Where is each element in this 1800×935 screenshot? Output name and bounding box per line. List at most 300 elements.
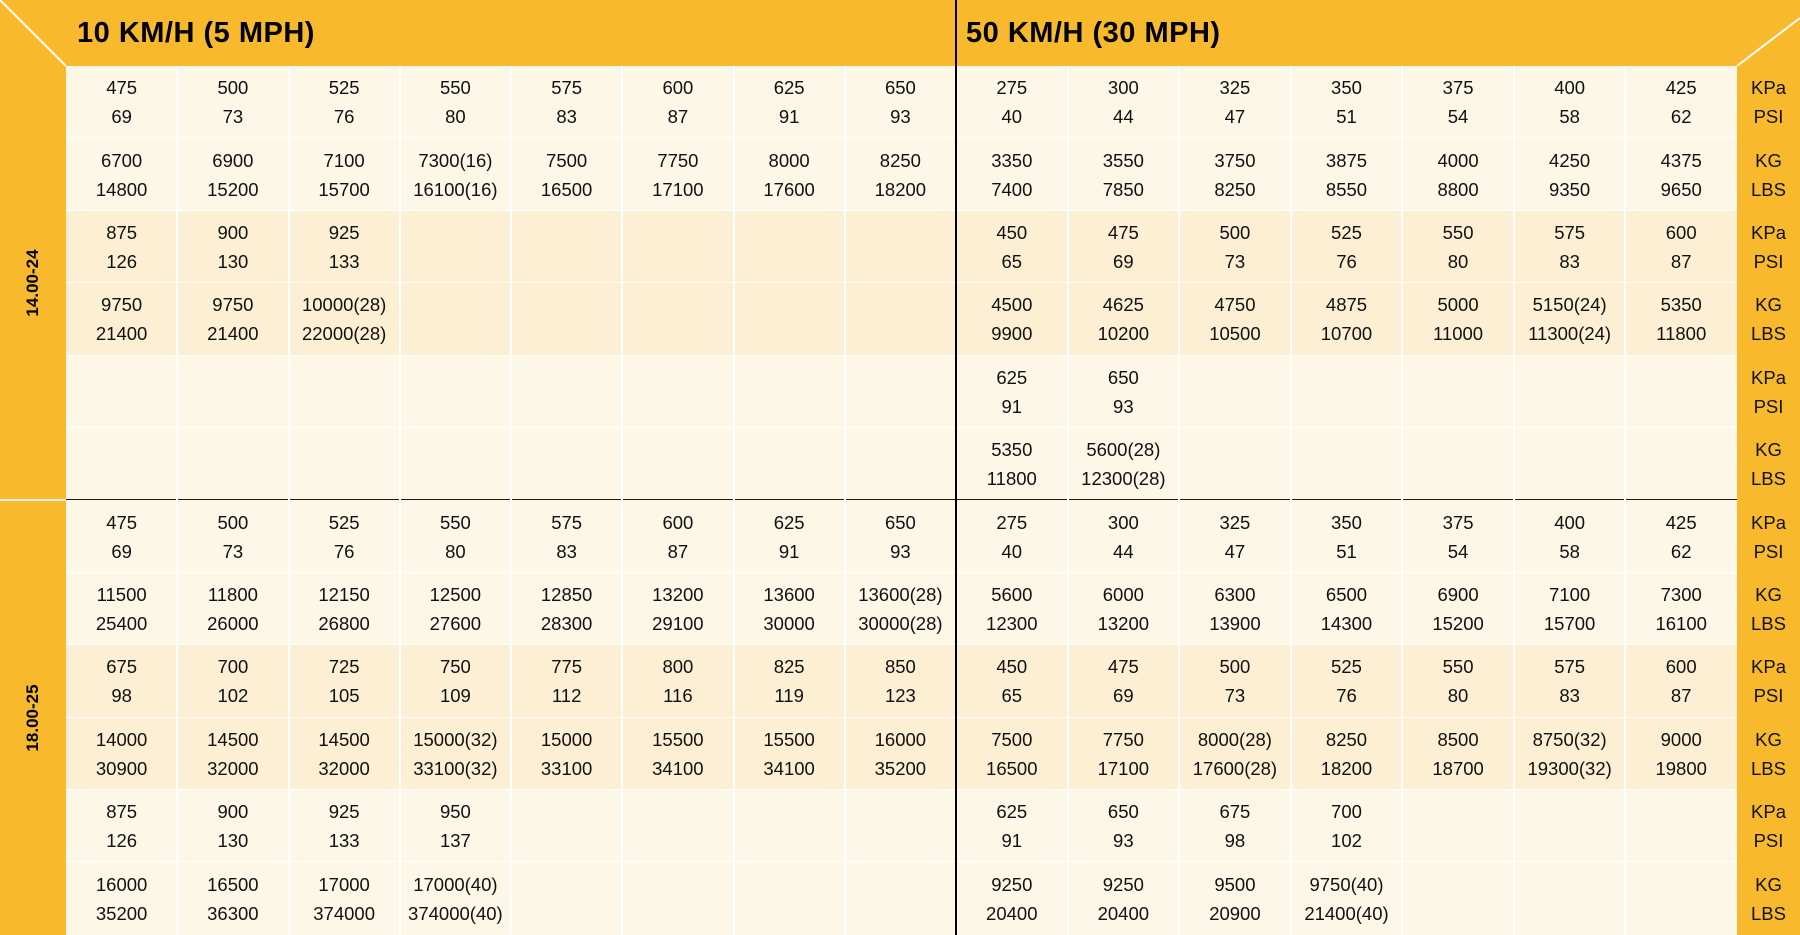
table-cell — [1291, 645, 1403, 717]
table-cell — [66, 645, 177, 717]
unit-text: PSI — [1753, 250, 1784, 272]
cell-value-imperial: 15200 — [1432, 612, 1484, 634]
table-cell — [400, 573, 511, 645]
cell-value-metric: 7300(16) — [418, 149, 493, 171]
cell-value-metric: 3750 — [1214, 149, 1256, 171]
table-cell — [845, 645, 956, 717]
cell-value-imperial: 69 — [1113, 250, 1134, 272]
cell-value-imperial: 17100 — [652, 178, 704, 200]
table-cell — [511, 645, 622, 717]
table-cell — [1068, 356, 1180, 428]
cell-value-metric: 15000 — [540, 728, 593, 750]
table-cell — [1625, 66, 1737, 138]
cell-value-metric: 600 — [1665, 221, 1697, 243]
table-cell — [1514, 573, 1626, 645]
table-cell — [845, 283, 956, 355]
table-cell — [1625, 718, 1737, 790]
table-cell — [622, 211, 733, 283]
table-cell — [1291, 718, 1403, 790]
cell-value-metric: 475 — [106, 77, 138, 99]
table-cell — [177, 718, 288, 790]
table-cell — [1068, 862, 1180, 934]
cell-value-imperial: 83 — [1559, 250, 1580, 272]
cell-value-imperial: 93 — [890, 540, 911, 562]
cell-value-metric: 900 — [217, 221, 249, 243]
cell-value-metric: 17000(40) — [413, 873, 498, 895]
cell-value-metric: 14500 — [318, 728, 370, 750]
cell-value-imperial: 58 — [1559, 106, 1580, 128]
cell-value-metric: 350 — [1331, 77, 1362, 99]
cell-value-imperial: 7400 — [991, 178, 1033, 200]
cell-value-metric: 5350 — [991, 439, 1033, 461]
table-cell — [1179, 211, 1291, 283]
cell-value-imperial: 91 — [1001, 830, 1023, 852]
cell-value-imperial: 25400 — [95, 612, 148, 634]
table-cell — [511, 790, 622, 862]
cell-value-metric: 575 — [1554, 656, 1586, 678]
cell-value-metric: 550 — [1442, 656, 1474, 678]
table-cell — [1402, 138, 1514, 210]
table-cell — [1179, 790, 1291, 862]
cell-value-imperial: 11800 — [1656, 323, 1707, 345]
table-cell — [1402, 718, 1514, 790]
cell-value-imperial: 36300 — [207, 902, 259, 924]
table-cell — [66, 66, 177, 138]
cell-value-imperial: 119 — [774, 685, 804, 707]
cell-value-metric: 4375 — [1660, 149, 1702, 171]
cell-value-metric: 7750 — [657, 149, 699, 171]
column-separator — [1513, 66, 1515, 935]
cell-value-metric: 8250 — [879, 149, 921, 171]
table-cell — [1291, 356, 1403, 428]
column-separator — [621, 66, 623, 935]
cell-value-metric: 625 — [773, 77, 805, 99]
cell-value-imperial: 65 — [1001, 250, 1023, 272]
cell-value-imperial: 9350 — [1549, 178, 1591, 200]
unit-text: KPa — [1751, 801, 1786, 823]
unit-label — [1737, 790, 1800, 862]
table-cell — [734, 500, 845, 572]
table-cell — [400, 66, 511, 138]
top-right-corner-line — [1737, 18, 1800, 66]
cell-value-metric: 11500 — [96, 583, 147, 605]
cell-value-imperial: 116 — [663, 685, 693, 707]
table-cell — [1291, 862, 1403, 934]
table-cell — [622, 66, 733, 138]
table-cell — [1179, 718, 1291, 790]
cell-value-metric: 15500 — [652, 728, 704, 750]
table-cell — [622, 283, 733, 355]
cell-value-imperial: 69 — [111, 106, 132, 128]
table-cell — [1625, 211, 1737, 283]
table-cell — [1625, 862, 1737, 934]
cell-value-metric: 475 — [1107, 656, 1139, 678]
unit-label — [1737, 356, 1800, 428]
cell-value-metric: 17000 — [318, 873, 370, 895]
table-cell — [622, 428, 733, 500]
cell-value-imperial: 51 — [1336, 106, 1357, 128]
table-cell — [1291, 283, 1403, 355]
cell-value-imperial: 76 — [1336, 250, 1357, 272]
cell-value-imperial: 17600 — [763, 178, 815, 200]
table-cell — [734, 573, 845, 645]
cell-value-metric: 9000 — [1660, 728, 1702, 750]
table-cell — [956, 211, 1068, 283]
table-cell — [1625, 645, 1737, 717]
table-cell — [1179, 138, 1291, 210]
cell-value-metric: 625 — [773, 511, 805, 533]
cell-value-imperial: 11300(24) — [1528, 323, 1612, 345]
cell-value-imperial: 98 — [1224, 830, 1246, 852]
cell-value-imperial: 13200 — [1097, 612, 1150, 634]
table-cell — [66, 500, 177, 572]
cell-value-imperial: 73 — [1224, 685, 1246, 707]
cell-value-imperial: 16100 — [1655, 612, 1707, 634]
header-10-kmh: 10 KM/H (5 MPH) — [77, 17, 315, 49]
table-cell — [734, 718, 845, 790]
table-cell — [622, 790, 733, 862]
cell-value-imperial: 80 — [1447, 685, 1469, 707]
table-cell — [622, 862, 733, 934]
cell-value-metric: 500 — [217, 77, 249, 99]
table-cell — [289, 356, 400, 428]
cell-value-imperial: 137 — [439, 830, 471, 852]
cell-value-metric: 9250 — [1102, 873, 1144, 895]
cell-value-imperial: 9650 — [1660, 178, 1702, 200]
cell-value-imperial: 11800 — [986, 468, 1037, 490]
cell-value-metric: 300 — [1107, 77, 1139, 99]
table-cell — [1514, 356, 1626, 428]
unit-text: LBS — [1751, 757, 1786, 779]
column-separator — [1401, 66, 1403, 935]
cell-value-imperial: 18200 — [874, 178, 927, 200]
cell-value-metric: 12150 — [318, 583, 370, 605]
table-cell — [66, 573, 177, 645]
cell-value-metric: 7750 — [1102, 728, 1144, 750]
table-cell — [1514, 862, 1626, 934]
cell-value-imperial: 93 — [890, 106, 911, 128]
cell-value-imperial: 374000 — [313, 902, 375, 924]
cell-value-metric: 625 — [996, 801, 1028, 823]
cell-value-metric: 15000(32) — [413, 728, 498, 750]
cell-value-imperial: 133 — [328, 250, 360, 272]
cell-value-imperial: 21400 — [207, 323, 259, 345]
cell-value-imperial: 28300 — [540, 612, 593, 634]
cell-value-metric: 5150(24) — [1532, 294, 1607, 316]
cell-value-metric: 650 — [884, 511, 916, 533]
table-cell — [1402, 356, 1514, 428]
unit-label — [1737, 645, 1800, 717]
cell-value-metric: 675 — [1219, 801, 1251, 823]
table-cell — [1068, 718, 1180, 790]
cell-value-imperial: 44 — [1113, 106, 1134, 128]
table-cell — [1625, 283, 1737, 355]
cell-value-imperial: 73 — [222, 106, 244, 128]
unit-label — [1737, 862, 1800, 934]
cell-value-imperial: 11000 — [1433, 323, 1484, 345]
table-cell — [1402, 211, 1514, 283]
table-cell — [1068, 428, 1180, 500]
table-cell — [511, 356, 622, 428]
table-cell — [289, 862, 400, 934]
cell-value-metric: 775 — [551, 656, 583, 678]
cell-value-imperial: 40 — [1001, 106, 1023, 128]
cell-value-imperial: 69 — [111, 540, 132, 562]
cell-value-imperial: 14300 — [1320, 612, 1373, 634]
unit-label — [1737, 283, 1800, 355]
unit-text: KG — [1755, 439, 1782, 461]
cell-value-imperial: 54 — [1447, 540, 1469, 562]
table-cell — [734, 428, 845, 500]
table-cell — [1179, 862, 1291, 934]
cell-value-metric: 9750(40) — [1309, 873, 1384, 895]
column-separator — [399, 66, 401, 935]
table-cell — [289, 718, 400, 790]
table-cell — [1402, 428, 1514, 500]
table-cell — [1514, 790, 1626, 862]
table-cell — [1514, 66, 1626, 138]
cell-value-imperial: 34100 — [763, 757, 815, 779]
table-cell — [1179, 645, 1291, 717]
table-cell — [289, 573, 400, 645]
table-cell — [177, 428, 288, 500]
cell-value-imperial: 32000 — [207, 757, 259, 779]
table-cell — [1625, 500, 1737, 572]
table-cell — [1291, 428, 1403, 500]
cell-value-metric: 750 — [439, 656, 471, 678]
table-cell — [1068, 283, 1180, 355]
table-cell — [1291, 211, 1403, 283]
top-left-corner-line — [0, 0, 66, 66]
cell-value-imperial: 8800 — [1437, 178, 1479, 200]
cell-value-metric: 5600(28) — [1086, 439, 1161, 461]
cell-value-imperial: 17600(28) — [1192, 757, 1278, 779]
table-cell — [1625, 356, 1737, 428]
cell-value-imperial: 73 — [1224, 250, 1246, 272]
cell-value-imperial: 15200 — [207, 178, 259, 200]
cell-value-imperial: 30900 — [95, 757, 148, 779]
table-cell — [845, 718, 956, 790]
cell-value-metric: 550 — [1442, 221, 1474, 243]
cell-value-metric: 450 — [996, 656, 1028, 678]
table-cell — [177, 645, 288, 717]
cell-value-imperial: 54 — [1447, 106, 1469, 128]
unit-text: KG — [1755, 149, 1782, 171]
cell-value-metric: 9750 — [212, 294, 254, 316]
cell-value-metric: 875 — [106, 801, 138, 823]
cell-value-imperial: 76 — [1336, 685, 1357, 707]
table-cell — [956, 862, 1068, 934]
table-cell — [400, 862, 511, 934]
cell-value-metric: 16000 — [95, 873, 148, 895]
table-cell — [511, 66, 622, 138]
cell-value-metric: 400 — [1554, 511, 1586, 533]
table-cell — [1068, 138, 1180, 210]
cell-value-metric: 700 — [1331, 801, 1362, 823]
cell-value-imperial: 30000 — [763, 612, 815, 634]
cell-value-metric: 875 — [106, 221, 138, 243]
cell-value-metric: 525 — [328, 77, 360, 99]
cell-value-metric: 9250 — [991, 873, 1033, 895]
table-cell — [400, 718, 511, 790]
cell-value-metric: 600 — [662, 511, 694, 533]
cell-value-imperial: 26800 — [318, 612, 370, 634]
table-cell — [177, 138, 288, 210]
cell-value-imperial: 58 — [1559, 540, 1580, 562]
cell-value-imperial: 93 — [1113, 395, 1134, 417]
cell-value-metric: 16500 — [207, 873, 259, 895]
table-cell — [1179, 66, 1291, 138]
cell-value-metric: 550 — [439, 511, 471, 533]
cell-value-metric: 4625 — [1102, 294, 1144, 316]
unit-text: KPa — [1751, 656, 1786, 678]
table-cell — [622, 500, 733, 572]
cell-value-metric: 650 — [1107, 366, 1139, 388]
cell-value-metric: 850 — [884, 656, 916, 678]
table-cell — [511, 283, 622, 355]
table-cell — [511, 211, 622, 283]
cell-value-imperial: 20900 — [1209, 902, 1261, 924]
cell-value-imperial: 130 — [217, 830, 249, 852]
cell-value-metric: 6500 — [1325, 583, 1368, 605]
cell-value-imperial: 8550 — [1325, 178, 1368, 200]
unit-text: LBS — [1751, 323, 1786, 345]
table-cell — [1291, 790, 1403, 862]
table-cell — [1068, 211, 1180, 283]
cell-value-metric: 925 — [328, 221, 360, 243]
table-cell — [1625, 138, 1737, 210]
table-cell — [66, 790, 177, 862]
unit-text: LBS — [1751, 612, 1786, 634]
unit-text: KPa — [1751, 511, 1786, 533]
cell-value-imperial: 20400 — [986, 902, 1038, 924]
table-cell — [845, 211, 956, 283]
table-cell — [845, 138, 956, 210]
cell-value-imperial: 102 — [217, 685, 249, 707]
table-cell — [1514, 138, 1626, 210]
table-cell — [1625, 428, 1737, 500]
table-cell — [622, 573, 733, 645]
cell-value-metric: 475 — [106, 511, 138, 533]
cell-value-imperial: 87 — [667, 540, 689, 562]
column-separator — [1067, 66, 1069, 935]
table-cell — [66, 138, 177, 210]
unit-text: LBS — [1751, 468, 1786, 490]
cell-value-imperial: 9900 — [991, 323, 1033, 345]
cell-value-metric: 325 — [1219, 511, 1251, 533]
cell-value-imperial: 83 — [556, 540, 577, 562]
cell-value-metric: 675 — [106, 656, 138, 678]
cell-value-metric: 13200 — [652, 583, 704, 605]
table-cell — [734, 645, 845, 717]
cell-value-metric: 4500 — [991, 294, 1033, 316]
table-cell — [177, 211, 288, 283]
cell-value-imperial: 47 — [1224, 106, 1246, 128]
cell-value-imperial: 40 — [1001, 540, 1023, 562]
unit-text: PSI — [1753, 685, 1784, 707]
table-cell — [1179, 283, 1291, 355]
cell-value-metric: 6000 — [1102, 583, 1144, 605]
table-cell — [956, 283, 1068, 355]
table-cell — [66, 283, 177, 355]
cell-value-imperial: 51 — [1336, 540, 1357, 562]
table-cell — [289, 138, 400, 210]
cell-value-metric: 575 — [1554, 221, 1586, 243]
cell-value-metric: 15500 — [763, 728, 815, 750]
table-cell — [1291, 66, 1403, 138]
cell-value-metric: 4875 — [1325, 294, 1368, 316]
table-cell — [734, 138, 845, 210]
table-cell — [177, 790, 288, 862]
cell-value-imperial: 7850 — [1102, 178, 1144, 200]
table-cell — [289, 66, 400, 138]
tire-size-label: 18.00-25 — [23, 684, 42, 752]
cell-value-metric: 350 — [1331, 511, 1362, 533]
cell-value-metric: 7100 — [1549, 583, 1591, 605]
table-cell — [66, 211, 177, 283]
table-cell — [66, 356, 177, 428]
unit-text: LBS — [1751, 178, 1786, 200]
cell-value-imperial: 15700 — [318, 178, 370, 200]
cell-value-imperial: 10500 — [1209, 323, 1261, 345]
cell-value-metric: 3350 — [991, 149, 1033, 171]
table-cell — [1402, 500, 1514, 572]
unit-text: LBS — [1751, 902, 1786, 924]
cell-value-imperial: 76 — [333, 540, 355, 562]
cell-value-metric: 7100 — [323, 149, 365, 171]
cell-value-imperial: 17100 — [1097, 757, 1150, 779]
table-cell — [1068, 573, 1180, 645]
cell-value-imperial: 20400 — [1097, 902, 1150, 924]
table-cell — [1514, 645, 1626, 717]
cell-value-imperial: 69 — [1113, 685, 1134, 707]
table-cell — [177, 283, 288, 355]
cell-value-metric: 725 — [328, 656, 360, 678]
cell-value-imperial: 21400 — [95, 323, 148, 345]
cell-value-imperial: 12300 — [986, 612, 1038, 634]
cell-value-imperial: 126 — [106, 250, 138, 272]
tire-size-label: 14.00-24 — [23, 249, 42, 317]
cell-value-metric: 600 — [1665, 656, 1697, 678]
table-cell — [177, 862, 288, 934]
table-cell — [1291, 138, 1403, 210]
table-cell — [622, 645, 733, 717]
table-cell — [400, 356, 511, 428]
table-cell — [734, 283, 845, 355]
unit-text: KG — [1755, 728, 1782, 750]
cell-value-metric: 5350 — [1660, 294, 1702, 316]
cell-value-metric: 425 — [1665, 511, 1697, 533]
column-separator — [844, 66, 846, 935]
table-cell — [177, 500, 288, 572]
unit-text: KPa — [1751, 366, 1786, 388]
table-cell — [845, 500, 956, 572]
cell-value-metric: 575 — [551, 511, 583, 533]
cell-value-metric: 650 — [884, 77, 916, 99]
table-cell — [845, 428, 956, 500]
cell-value-imperial: 16100(16) — [413, 178, 498, 200]
cell-value-metric: 900 — [217, 801, 249, 823]
table-cell — [1514, 283, 1626, 355]
unit-text: PSI — [1753, 395, 1784, 417]
cell-value-imperial: 83 — [556, 106, 577, 128]
unit-label — [1737, 428, 1800, 500]
table-cell — [1625, 790, 1737, 862]
table-cell — [956, 790, 1068, 862]
cell-value-imperial: 8250 — [1214, 178, 1256, 200]
table-cell — [400, 500, 511, 572]
table-cell — [1402, 283, 1514, 355]
